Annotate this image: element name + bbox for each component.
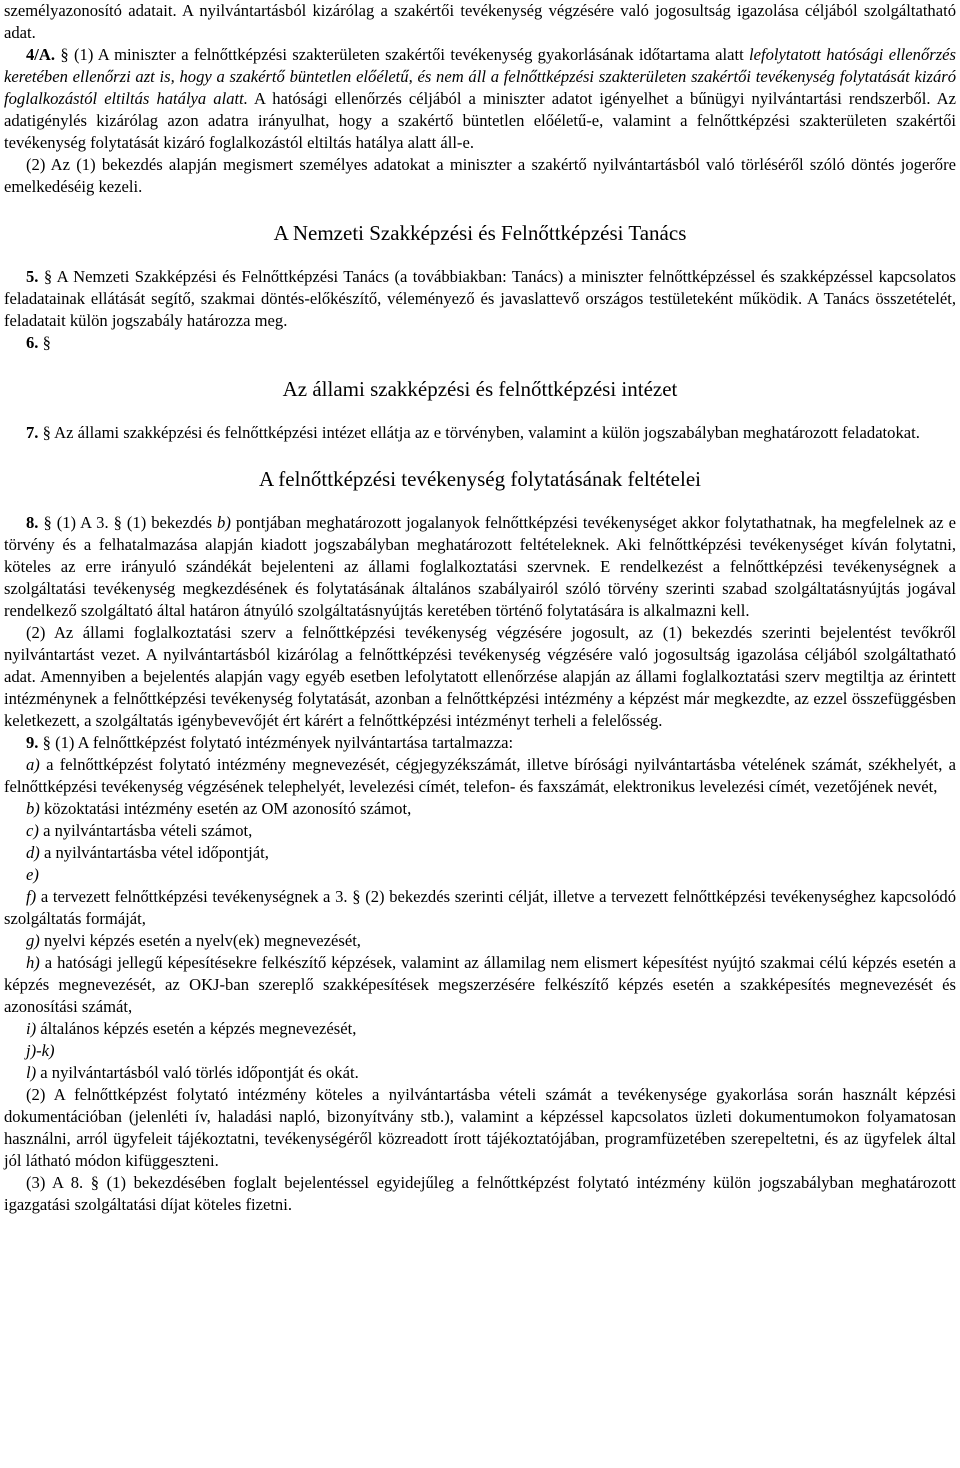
section-4a-para-1-italic: lefolytatott hatósági ellenőrzés keretében ellenőrzi azt is, hogy a szakértő büntetlen előéletű, és nem áll a felnőttképzési szakterületen szakértői tevékenység folytatását kizáró foglalkozástól eltiltás hatálya alatt. [4, 45, 956, 108]
point-label: i) [26, 1019, 37, 1038]
section-number: 4/A. [26, 45, 56, 64]
section-8-para-1b: (1) bekezdés [126, 513, 213, 532]
point-text: a nyilvántartásba vételi számot, [43, 821, 253, 840]
section-mark-link[interactable]: § [42, 423, 51, 442]
list-item [4, 886, 956, 930]
point-label: b) [217, 513, 231, 532]
list-item [4, 864, 956, 886]
list-item [4, 1062, 956, 1084]
section-8-para-1c: pontjában meghatározott jogalanyok felnőttképzési tevékenységet akkor folytathatnak, ha megfelelnek az e törvény és a felhatalmazása alapján kiadott jogszabályban meghatározott feltételeknek. Aki felnőttképzési tevékenységet kíván folytatni, köteles az erre irányuló szándékát bejelenteni az állami foglalkoztatási szervnek. E rendelkezést a felnőttképzési tevékenységnek a szolgáltatási tevékenység megkezdésének és folytatásának általános szabályairól szóló törvény szerinti szabad szolgáltatásnyújtás jogával rendelkező szolgáltató által határon átnyúló szolgáltatásnyújtás keretében történő folytatására is alkalmazni kell. [4, 513, 956, 620]
paragraph-continuation: személyazonosító adatait. A nyilvántartásból kizárólag a szakértői tevékenység végzésére való jogosultság igazolása céljából szolgáltatható adat. [4, 1, 956, 42]
point-text: a nyilvántartásba vétel időpontját, [43, 843, 269, 862]
list-item [4, 798, 956, 820]
section-mark-link[interactable]: § [60, 45, 69, 64]
list-item [4, 1018, 956, 1040]
section-4a-para-2: (2) Az (1) bekezdés alapján megismert személyes adatokat a miniszter a szakértő nyilvántartásból való törléséről szóló döntés jogerőre emelkedéséig kezeli. [4, 155, 956, 196]
list-item [4, 842, 956, 864]
point-label: l) [26, 1063, 37, 1082]
section-number: 6. [26, 333, 39, 352]
point-label: a) [26, 755, 40, 774]
section-4a-para-1-rest: A hatósági ellenőrzés céljából a miniszter adatot igényelhet a bűnügyi nyilvántartási rendszerből. Az adatigénylés kizárólag azon adatra irányulhat, hogy a szakértő büntetlen előéletű-e, valamint a felnőttképzési szakterületen szakértői tevékenység folytatását kizáró foglalkozástól eltiltás hatálya alatt áll-e. [4, 89, 956, 152]
point-label: c) [26, 821, 39, 840]
section-4a-para-1: (1) A miniszter a felnőttképzési szakterületen szakértői tevékenység gyakorlásának időtartama alatt [74, 45, 744, 64]
section-7-text: Az állami szakképzési és felnőttképzési intézet ellátja az e törvényben, valamint a külön jogszabályban meghatározott feladatokat. [54, 423, 920, 442]
heading-intezet: Az állami szakképzési és felnőttképzési intézet [282, 377, 678, 401]
section-number: 9. [26, 733, 39, 752]
point-label: h) [26, 953, 40, 972]
point-text: közoktatási intézmény esetén az OM azonosító számot, [43, 799, 412, 818]
section-6 [4, 332, 956, 354]
section-number: 5. [26, 267, 39, 286]
point-text: a tervezett felnőttképzési tevékenységnek a 3. § (2) bekezdés szerinti célját, illetve a tervezett felnőttképzési tevékenységhez kapcsolódó szolgáltatás formáját, [4, 887, 957, 928]
point-text: általános képzés esetén a képzés megnevezését, [40, 1019, 357, 1038]
section-mark-link[interactable]: § [42, 733, 51, 752]
list-item [4, 952, 956, 1018]
section-8-para-1a: (1) A 3. [56, 513, 109, 532]
list-item [4, 754, 956, 798]
list-item [4, 930, 956, 952]
point-text: a nyilvántartásból való törlés időpontját és okát. [40, 1063, 359, 1082]
section-mark-link[interactable]: § [43, 267, 53, 286]
point-label: j)-k) [26, 1041, 55, 1060]
point-text: nyelvi képzés esetén a nyelv(ek) megnevezését, [43, 931, 361, 950]
section-mark-link[interactable]: § [42, 333, 51, 352]
section-9-para-1: (1) A felnőttképzést folytató intézmények nyilvántartása tartalmazza: [55, 733, 514, 752]
section-9-para-3: (3) A 8. § (1) bekezdésében foglalt bejelentéssel egyidejűleg a felnőttképzést folytató intézmény külön jogszabályban meghatározott igazgatási szolgáltatási díjat köteles fizetni. [4, 1173, 956, 1214]
section-8-para-2: (2) Az állami foglalkoztatási szerv a felnőttképzési tevékenység végzésére jogosult, az (1) bekezdés szerinti bejelentést tevőkről nyilvántartást vezet. A nyilvántartásból kizárólag a felnőttképzési tevékenység végzésére való jogosultság igazolása céljából szolgáltatható adat. Amennyiben a bejelentés alapján vagy egyéb esetben lefolytatott ellenőrzése alapján az állami foglalkoztatási szerv megtiltja az érintett intézménynek a felnőttképzési tevékenység folytatását, azonban a felnőttképzési intézmény a képzést már megkezdte, az ezzel összefüggésben keletkezett, a szolgáltatás igénybevevőjét ért kárért a felnőttképzési intézményt terheli a felelősség. [4, 623, 956, 730]
heading-tanacs: A Nemzeti Szakképzési és Felnőttképzési Tanács [273, 221, 687, 245]
section-4a [4, 44, 956, 154]
point-text: a hatósági jellegű képesítésekre felkészítő képzések, valamint az államilag nem elismert képesítést nyújtó szakmai célú képzés esetén a képzés megnevezését, az OKJ-ban szereplő szakképesítések megszerzésére felkészítő képzés esetén a szakképesítés megnevezését és azonosítási számát, [4, 953, 956, 1016]
section-8 [4, 512, 956, 622]
section-mark-link[interactable]: § [43, 513, 52, 532]
list-item [4, 820, 956, 842]
section-9-para-2: (2) A felnőttképzést folytató intézmény köteles a nyilvántartásba vételi számát a tevékenysége gyakorlása során használt képzési dokumentációban (jelenléti ív, haladási napló, bizonyítvány stb.), valamint a képzéssel kapcsolatos üzleti dokumentumokon folyamatosan használni, arról ügyfeleit tájékoztatni, tevékenységéről közreadott írott tájékoztatójában, programfüzetében szerepeltetni, és az ügyfelek által jól látható módon kifüggeszteni. [4, 1085, 956, 1170]
section-9-list [4, 754, 956, 1084]
heading-feltetelei: A felnőttképzési tevékenység folytatásának feltételei [259, 467, 701, 491]
list-item [4, 1040, 956, 1062]
section-number: 8. [26, 513, 39, 532]
point-label: b) [26, 799, 40, 818]
point-label: d) [26, 843, 40, 862]
point-label: e) [26, 865, 39, 884]
section-7 [4, 422, 956, 444]
point-text: a felnőttképzést folytató intézmény megnevezését, cégjegyzékszámát, illetve bírósági nyilvántartásba vételének számát, székhelyét, a felnőttképzési tevékenység végzésének telephelyét, levelezési címét, telefon- és faxszámát, elektronikus levelezési címét, vezetőjének nevét, [4, 755, 956, 796]
point-label: g) [26, 931, 40, 950]
section-9 [4, 732, 956, 754]
point-label: f) [26, 887, 37, 906]
section-number: 7. [26, 423, 39, 442]
section-5-text: A Nemzeti Szakképzési és Felnőttképzési Tanács (a továbbiakban: Tanács) a miniszter felnőttképzéssel és szakképzéssel kapcsolatos feladatainak ellátását segítő, szakmai döntés-előkészítő, véleményező és javaslattevő országos testületeként működik. A Tanács összetételét, feladatait külön jogszabály határozza meg. [4, 267, 956, 330]
section-5 [4, 266, 956, 332]
section-mark-link[interactable]: § [113, 513, 122, 532]
